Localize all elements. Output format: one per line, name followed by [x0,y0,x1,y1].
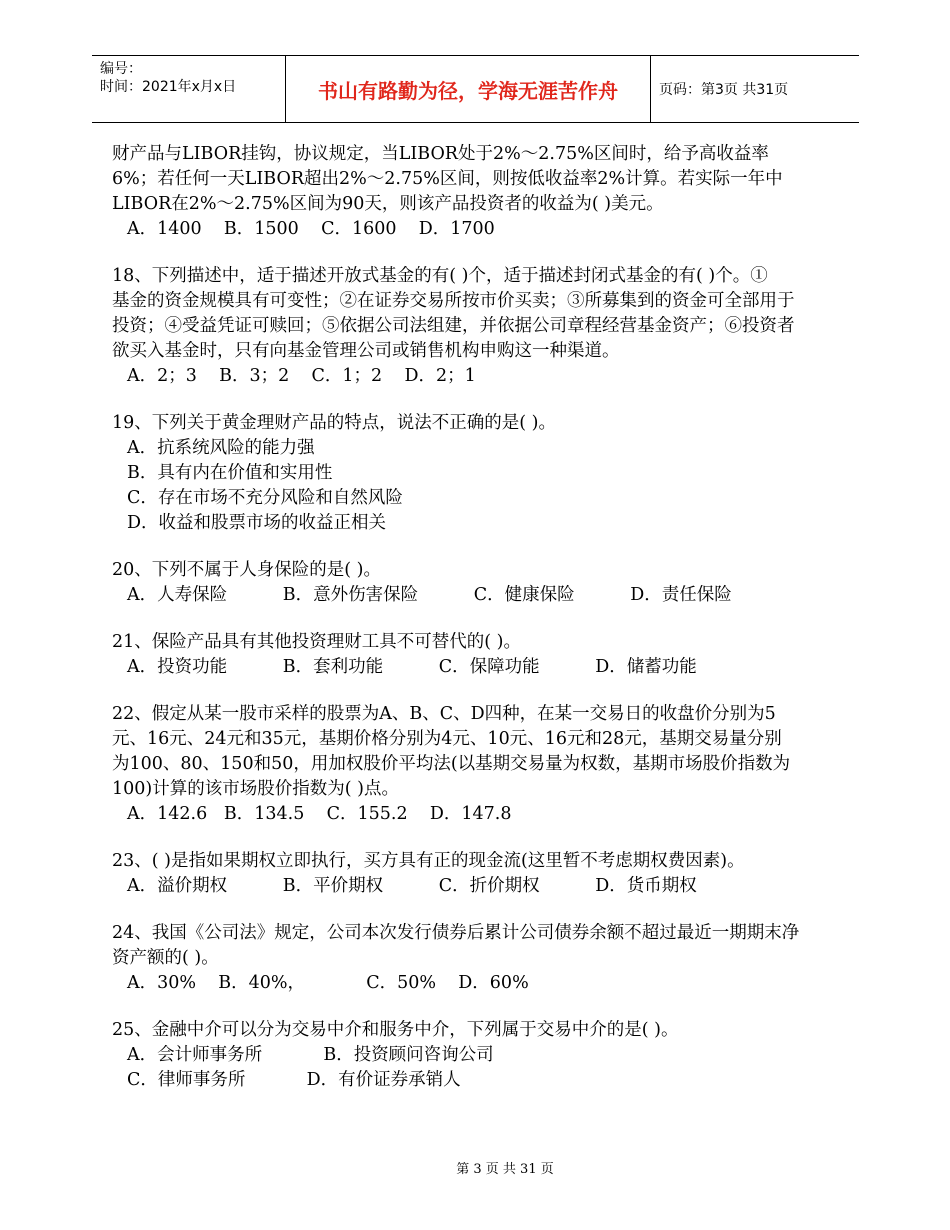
question-line: 23、( )是指如果期权立即执行，买方具有正的现金流(这里暂不考虑期权费因素)。 [112,851,745,871]
question-line: 18、下列描述中，适于描述开放式基金的有( )个，适于描述封闭式基金的有( )个。① [112,266,768,286]
header-motto: 书山有路勤为径，学海无涯苦作舟 [286,56,651,122]
header-page-info: 页码：第3页 共31页 [659,82,789,98]
question-line: 21、保险产品具有其他投资理财工具不可替代的( )。 [112,632,521,652]
question-block [112,702,847,827]
question-line: 19、下列关于黄金理财产品的特点，说法不正确的是( )。 [112,413,556,433]
question-gap [112,680,847,702]
answer-options: A．2；3 B．3；2 C．1；2 D．2；1 [127,366,476,386]
answer-options: B．具有内在价值和实用性 [127,463,333,483]
question-block [112,264,847,389]
answer-options: A．1400 B．1500 C．1600 D．1700 [127,219,495,239]
question-line: 100)计算的该市场股价指数为( )点。 [112,779,399,799]
question-gap [112,242,847,264]
question-block [112,849,847,899]
question-line: 为100、80、150和50，用加权股价平均法(以基期交易量为权数，基期市场股价指数为 [112,754,791,774]
time-label: 时间：2021年x月x日 [100,79,237,95]
answer-options: A．抗系统风险的能力强 [127,438,315,458]
answer-options: A．142.6 B．134.5 C．155.2 D．147.8 [127,804,512,824]
answer-options: C．律师事务所 D．有价证券承销人 [127,1070,461,1090]
answer-options: A．30% B．40%， C．50% D．60% [127,973,529,993]
answer-options: A．溢价期权 B．平价期权 C．折价期权 D．货币期权 [127,876,697,896]
answer-options: A．人寿保险 B．意外伤害保险 C．健康保险 D．责任保险 [127,585,732,605]
question-block [112,921,847,996]
page-header [92,55,859,123]
question-line: LIBOR在2%～2.75%区间为90天，则该产品投资者的收益为( )美元。 [112,194,664,214]
question-line: 基金的资金规模具有可变性；②在证券交易所按市价买卖；③所募集到的资金可全部用于 [112,291,795,311]
question-gap [112,996,847,1018]
question-gap [112,536,847,558]
document-body [112,142,847,1093]
question-line: 欲买入基金时，只有向基金管理公司或销售机构申购这一种渠道。 [112,341,620,361]
question-line: 22、假定从某一股市采样的股票为A、B、C、D四种，在某一交易日的收盘价分别为5 [112,704,776,724]
answer-options: C．存在市场不充分风险和自然风险 [127,488,403,508]
question-block [112,630,847,680]
question-line: 元、16元、24元和35元，基期价格分别为4元、10元、16元和28元，基期交易量分别 [112,729,782,749]
page-footer: 第 3 页 共 31 页 [456,1162,554,1177]
question-gap [112,899,847,921]
answer-options: D．收益和股票市场的收益正相关 [127,513,387,533]
header-meta [92,56,286,122]
question-line: 25、金融中介可以分为交易中介和服务中介，下列属于交易中介的是( )。 [112,1020,679,1040]
question-block [112,1018,847,1093]
continued-question [112,142,847,242]
question-line: 投资；④受益凭证可赎回；⑤依据公司法组建，并依据公司章程经营基金资产；⑥投资者 [112,316,795,336]
question-line: 资产额的( )。 [112,948,219,968]
question-block [112,558,847,608]
answer-options: A．投资功能 B．套利功能 C．保障功能 D．储蓄功能 [127,657,697,677]
question-line: 财产品与LIBOR挂钩，协议规定，当LIBOR处于2%～2.75%区间时，给予高收益率 [112,144,769,164]
number-label: 编号： [100,61,142,77]
question-gap [112,608,847,630]
question-line: 20、下列不属于人身保险的是( )。 [112,560,381,580]
question-line: 6%；若任何一天LIBOR超出2%～2.75%区间，则按低收益率2%计算。若实际一年中 [112,169,783,189]
question-list [112,242,847,1093]
question-gap [112,389,847,411]
question-gap [112,827,847,849]
question-line: 24、我国《公司法》规定，公司本次发行债券后累计公司债券余额不超过最近一期期末净 [112,923,800,943]
answer-options: A．会计师事务所 B．投资顾问咨询公司 [127,1045,494,1065]
question-block [112,411,847,536]
